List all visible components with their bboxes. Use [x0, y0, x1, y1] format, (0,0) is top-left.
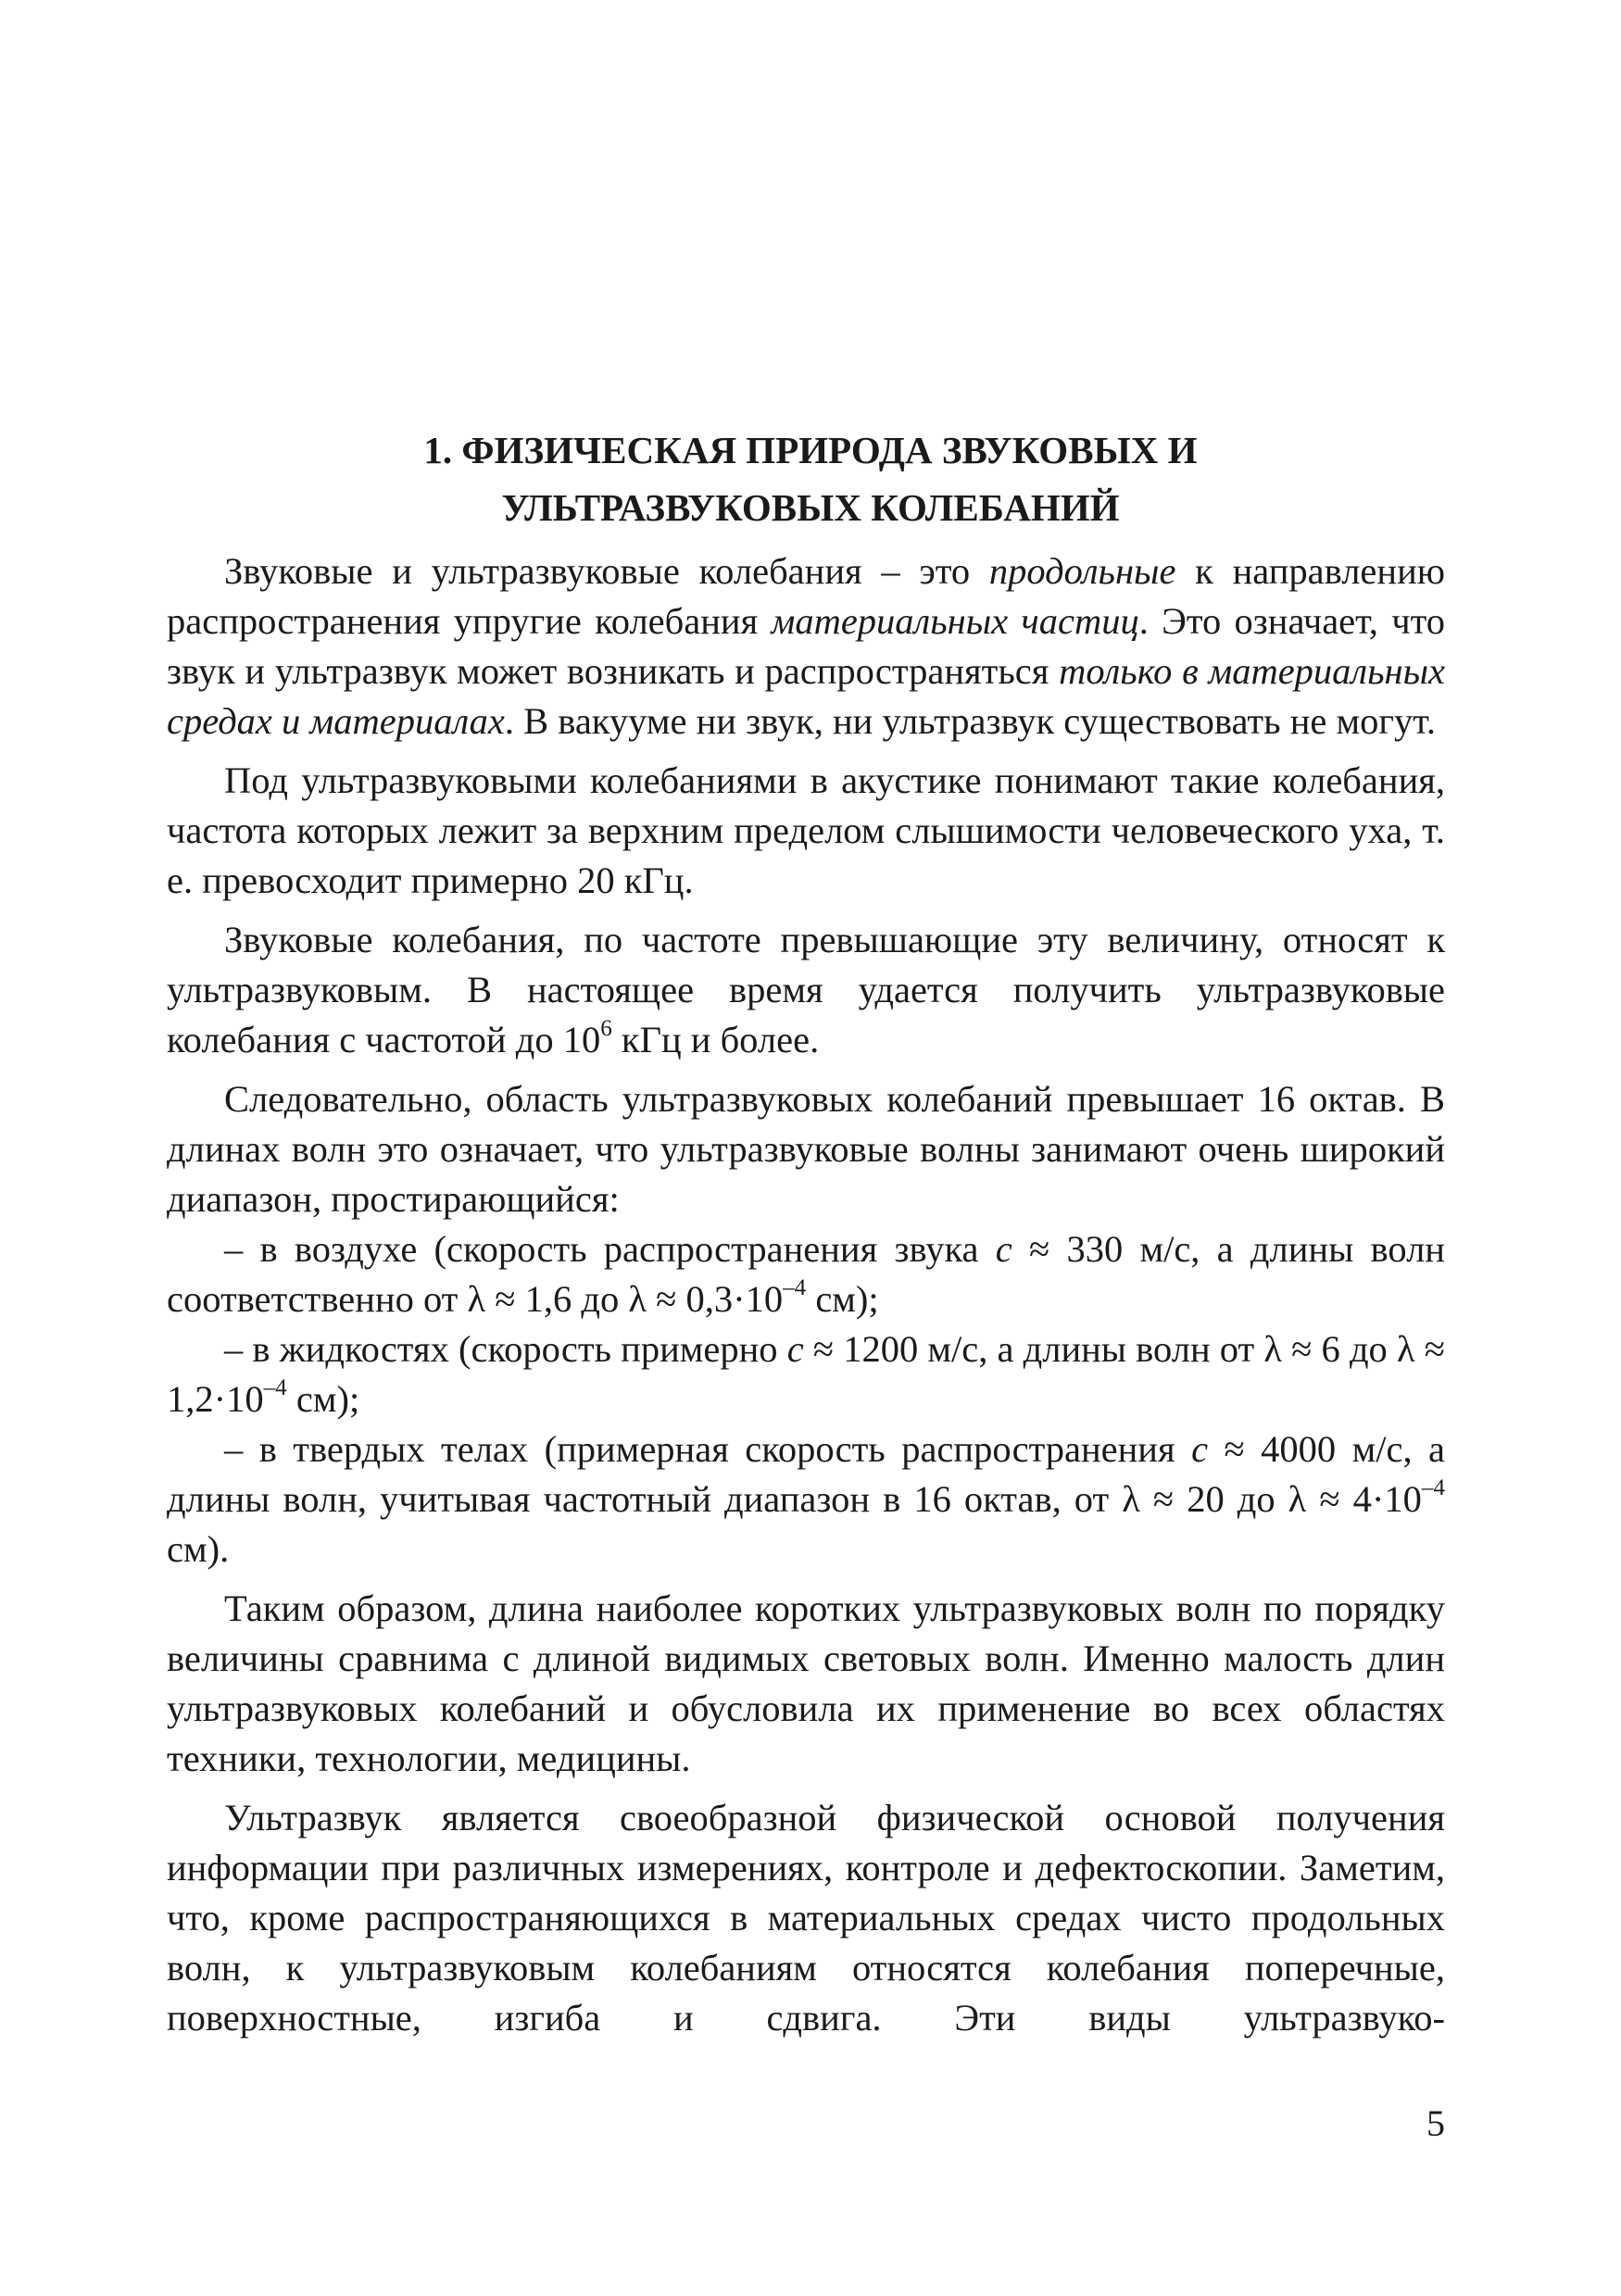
paragraph-1 — [167, 546, 1445, 747]
list-item-air — [167, 1224, 1445, 1324]
page-number: 5 — [1426, 2102, 1445, 2144]
paragraph-1-italic-1: продольные — [988, 550, 1176, 592]
list-item-liquid-superscript: –4 — [263, 1374, 287, 1400]
list-item-liquid-text-3: см); — [286, 1378, 360, 1420]
list-item-air-text-1: – в воздухе (скорость распространения звука — [224, 1228, 996, 1270]
paragraph-3-text-2: кГц и более. — [611, 1019, 820, 1060]
paragraph-6: Ультразвук является своеобразной физической основой получения информации при различных измерениях, контроле и дефектоскопии. Заметим, что, кроме распространяющихся в материальных средах чисто продольных волн, к ультразвуковым колебаниям относятся колебания поперечные, поверхностные, изгиба и сдвига. Эти виды ультразвуко- — [167, 1797, 1445, 2039]
list-item-liquid — [167, 1324, 1445, 1424]
paragraph-4: Следовательно, область ультразвуковых колебаний превышает 16 октав. В длинах волн это означает, что ультразвуковые волны занимают очень широкий диапазон, простирающийся: — [167, 1078, 1445, 1220]
paragraph-1-text-4: . В вакууме ни звук, ни ультразвук существовать не могут. — [504, 700, 1437, 742]
paragraph-5: Таким образом, длина наиболее коротких ультразвуковых волн по порядку величины сравнима с длиной видимых световых волн. Именно малость длин ультразвуковых колебаний и обусловила их применение во всех областях техники, технологии, медицины. — [167, 1587, 1445, 1779]
chapter-heading-line-2: УЛЬТРАЗВУКОВЫХ КОЛЕБАНИЙ — [501, 486, 1120, 529]
list-item-solid-superscript: –4 — [1421, 1474, 1445, 1500]
paragraph-1-text-1: Звуковые и ультразвуковые колебания – это — [224, 550, 989, 592]
list-item-air-text-2: ≈ 330 м/с, а длины волн соответственно от λ ≈ 1,6 до λ ≈ 0,3·10 — [167, 1228, 1445, 1320]
paragraph-3-text-1: Звуковые колебания, по частоте превышающие эту величину, относят к ультразвуковым. В настоящее время удается получить ультразвуковые колебания с частотой до 10 — [167, 919, 1445, 1060]
list-item-solid — [167, 1424, 1445, 1575]
paragraph-1-italic-3: только в материальных средах и материалах — [167, 650, 1446, 742]
list-item-liquid-symbol-c: c — [786, 1328, 804, 1370]
chapter-heading — [157, 421, 1464, 536]
list-item-air-text-3: см); — [806, 1278, 879, 1320]
list-item-air-symbol-c: c — [995, 1228, 1012, 1270]
list-item-liquid-text-2: ≈ 1200 м/с, а длины волн от λ ≈ 6 до λ ≈ 1,2·10 — [167, 1328, 1445, 1420]
list-item-solid-text-1: – в твердых телах (примерная скорость распространения — [224, 1428, 1192, 1470]
list-item-liquid-text-1: – в жидкостях (скорость примерно — [224, 1328, 787, 1370]
chapter-heading-line-1: 1. ФИЗИЧЕСКАЯ ПРИРОДА ЗВУКОВЫХ И — [423, 429, 1198, 471]
body-text — [167, 546, 1445, 2052]
paragraph-3-superscript: 6 — [600, 1015, 612, 1041]
paragraph-3 — [167, 915, 1445, 1065]
list-item-solid-text-2: ≈ 4000 м/с, а длины волн, учитывая частотный диапазон в 16 октав, от λ ≈ 20 до λ ≈ 4·10 — [167, 1428, 1446, 1520]
paragraph-1-italic-2: материальных частиц — [771, 600, 1139, 642]
paragraph-2: Под ультразвуковыми колебаниями в акустике понимают такие колебания, частота которых лежит за верхним пределом слышимости человеческого уха, т. е. превосходит примерно 20 кГц. — [167, 759, 1445, 901]
list-item-solid-text-3: см). — [167, 1528, 230, 1570]
list-item-air-superscript: –4 — [783, 1274, 807, 1300]
list-item-solid-symbol-c: c — [1191, 1428, 1209, 1470]
paragraph-1-text-3: . Это означает, что звук и ультразвук может возникать и распространяться — [167, 600, 1445, 692]
paragraph-1-text-2: к направлению распространения упругие колебания — [167, 550, 1445, 642]
